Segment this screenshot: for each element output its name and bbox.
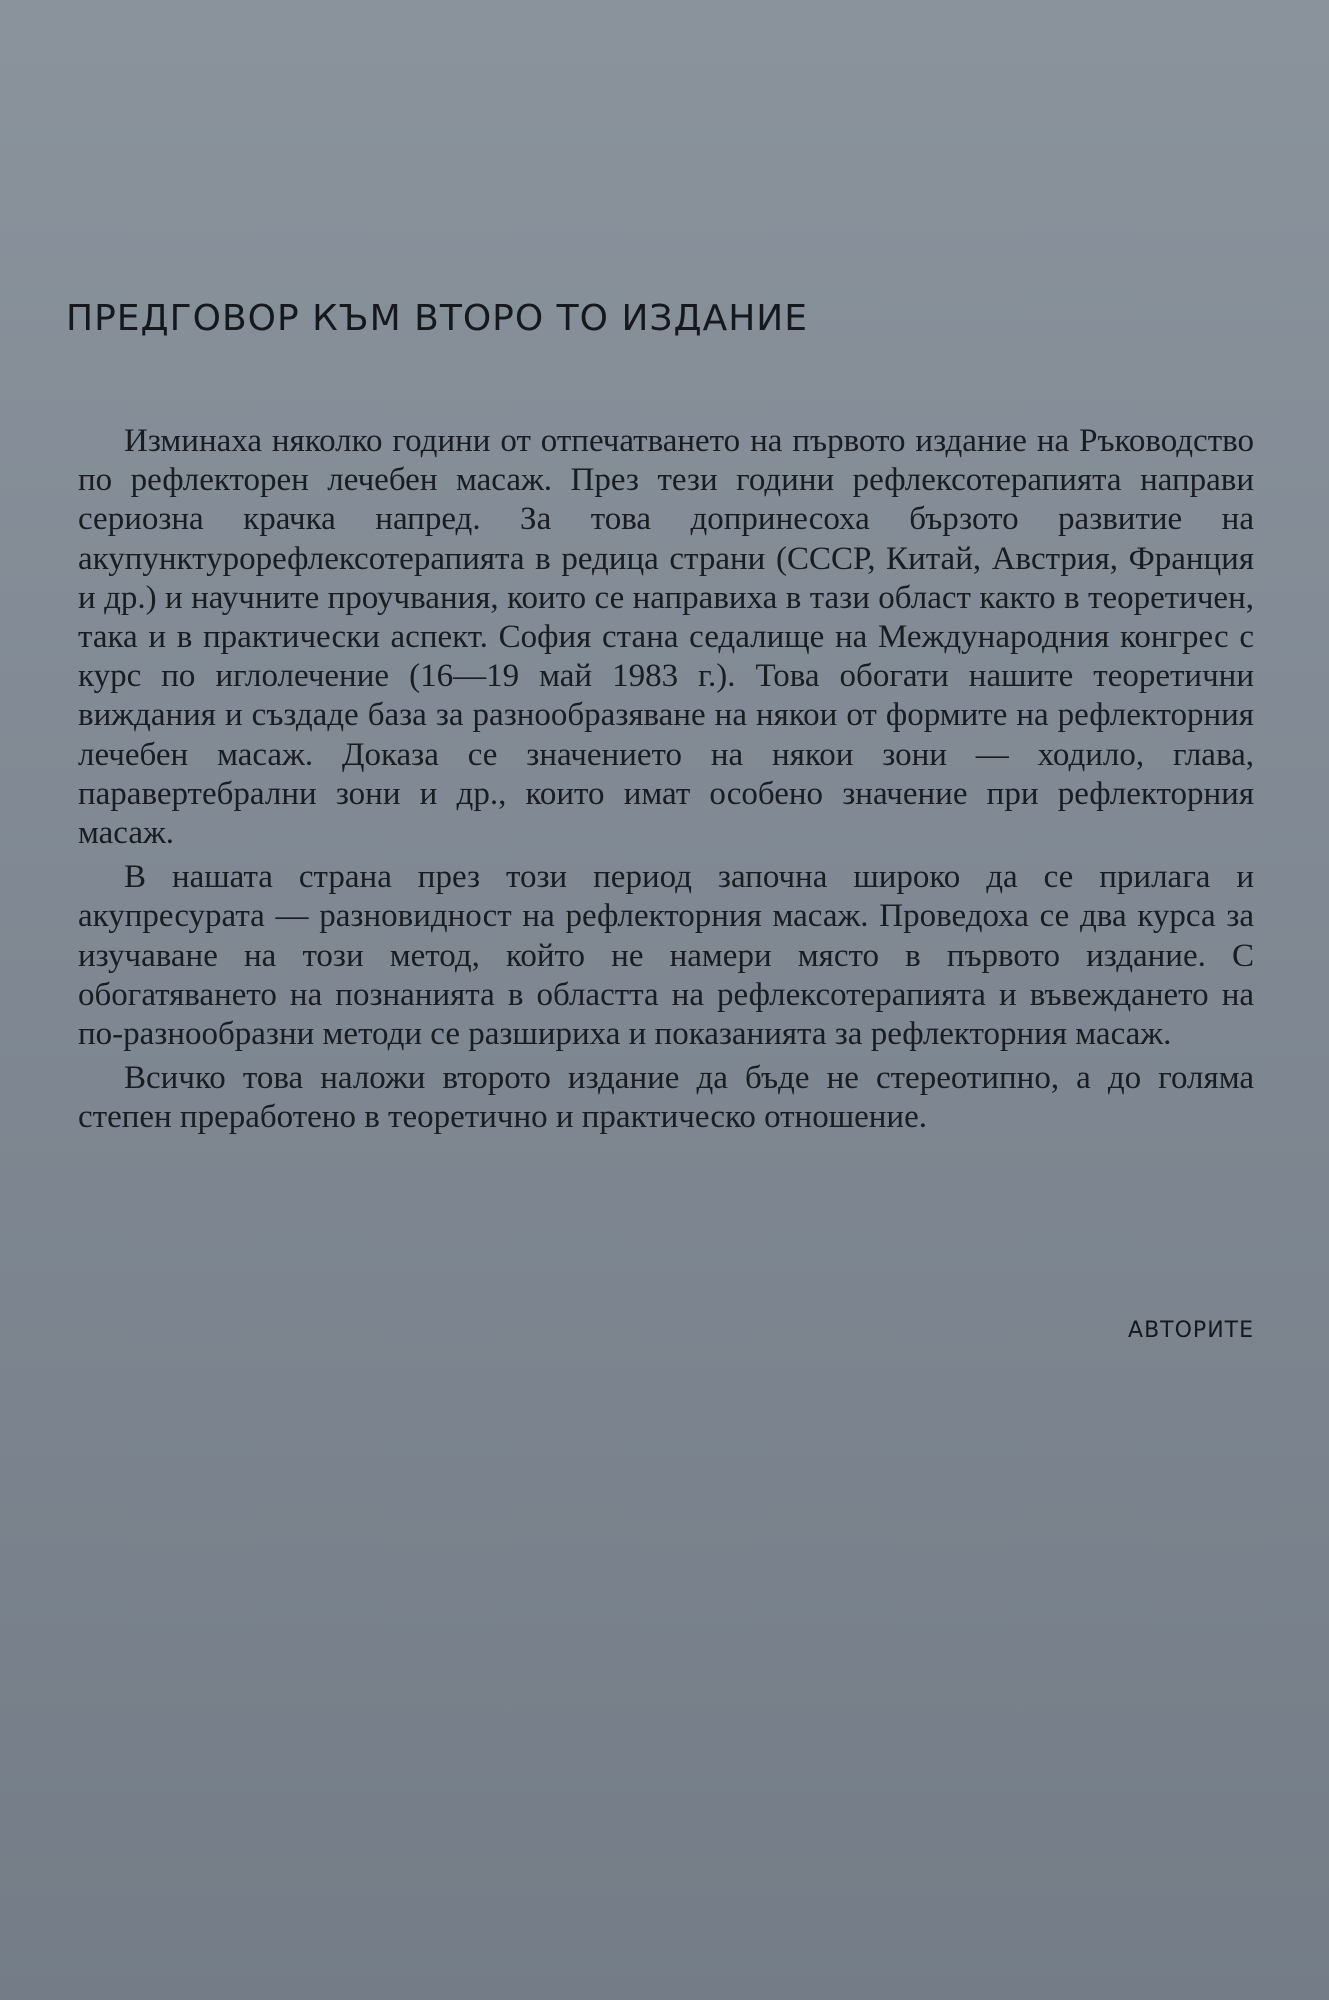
paragraph: В нашата страна през този период започна широко да се прилага и акупресурата — разновидност на рефлекторния масаж. Проведоха се два курса за изучаване на този метод, който не намери място в първото издание. С обогатяването на познанията в областта на рефлексотерапията и въвеждането на по-разнообразни методи се разшириха и показанията за рефлекторния масаж. [78,859,1254,1053]
page-heading: ПРЕДГОВОР КЪМ ВТОРО ТО ИЗДАНИЕ [66,298,808,339]
preface-body [78,422,1254,1143]
paragraph: Изминаха няколко години от отпечатването на първото издание на Ръководство по рефлекторен лечебен масаж. През тези години рефлексотерапията направи сериозна крачка напред. За това допринесоха бързото развитие на акупунктурорефлексотерапията в редица страни (СССР, Китай, Австрия, Франция и др.) и научните проучвания, които се направиха в тази област както в теоретичен, така и в практически аспект. София стана седалище на Международния конгрес с курс по иглолечение (16—19 май 1983 г.). Това обогати нашите теоретични виждания и създаде база за разнообразяване на някои от формите на рефлекторния лечебен масаж. Доказа се значението на някои зони — ходило, глава, паравертебрални зони и др., които имат особено значение при рефлекторния масаж. [78,423,1254,852]
author-signature: АВТОРИТЕ [1128,1318,1254,1343]
paragraph: Всичко това наложи второто издание да бъде не стереотипно, а до голяма степен преработено в теоретично и практическо отношение. [78,1060,1254,1136]
